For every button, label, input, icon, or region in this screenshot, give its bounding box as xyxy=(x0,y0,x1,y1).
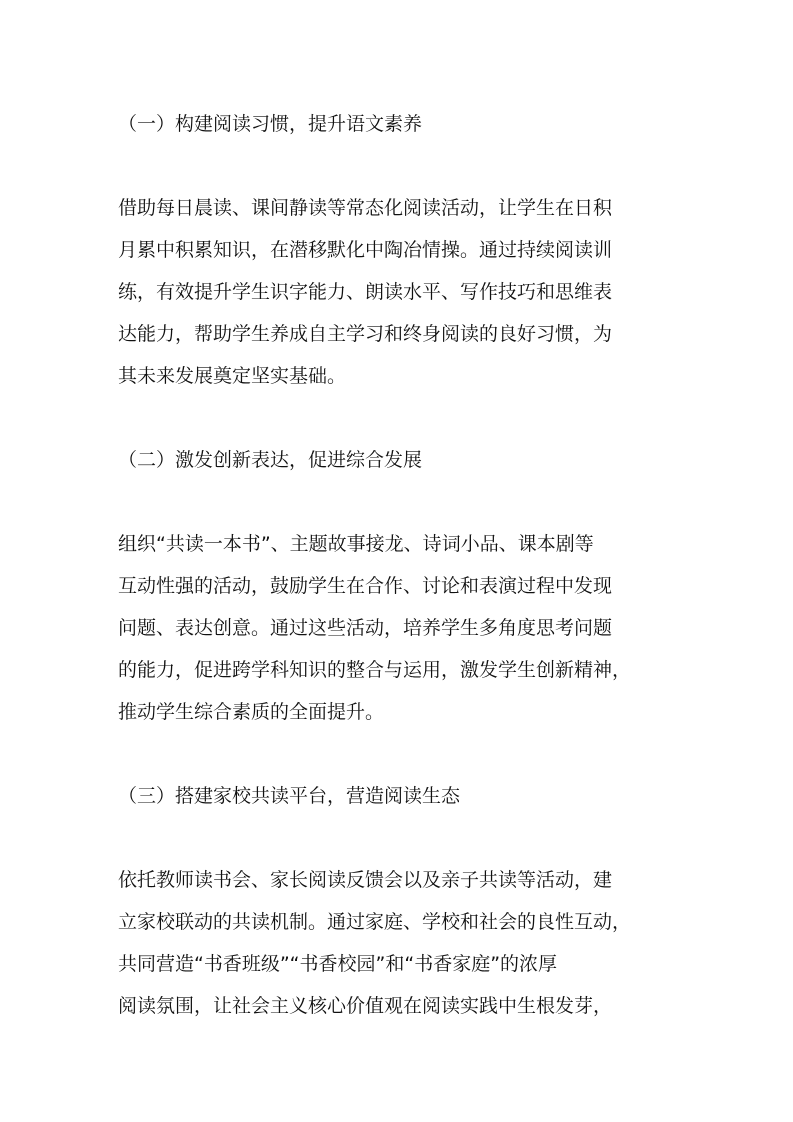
section-paragraph-3 xyxy=(118,859,683,1027)
paragraph-line: 组织“共读一本书”、主题故事接龙、诗词小品、课本剧等 xyxy=(118,533,594,555)
paragraph-line: 共同营造“书香班级”“书香校园”和“书香家庭”的浓厚 xyxy=(118,953,558,975)
document-body xyxy=(118,103,683,1069)
paragraph-line: 的能力，促进跨学科知识的整合与运用，激发学生创新精神， xyxy=(118,659,632,681)
section-heading-1: （一）构建阅读习惯，提升语文素养 xyxy=(118,113,423,135)
paragraph-line: 互动性强的活动，鼓励学生在合作、讨论和表演过程中发现 xyxy=(118,575,613,597)
paragraph-line: 其未来发展奠定坚实基础。 xyxy=(118,365,347,387)
paragraph-line: 立家校联动的共读机制。通过家庭、学校和社会的良性互动， xyxy=(118,911,632,933)
paragraph-line: 达能力，帮助学生养成自主学习和终身阅读的良好习惯，为 xyxy=(118,323,613,345)
paragraph-line: 问题、表达创意。通过这些活动，培养学生多角度思考问题 xyxy=(118,617,613,639)
paragraph-line: 推动学生综合素质的全面提升。 xyxy=(118,701,385,723)
section-heading-2: （二）激发创新表达，促进综合发展 xyxy=(118,449,423,471)
paragraph-line: 阅读氛围，让社会主义核心价值观在阅读实践中生根发芽， xyxy=(118,995,613,1017)
section-heading-3: （三）搭建家校共读平台，营造阅读生态 xyxy=(118,785,461,807)
section-paragraph-2 xyxy=(118,523,683,733)
paragraph-line: 练，有效提升学生识字能力、朗读水平、写作技巧和思维表 xyxy=(118,281,613,303)
paragraph-line: 依托教师读书会、家长阅读反馈会以及亲子共读等活动，建 xyxy=(118,869,613,891)
section-paragraph-1 xyxy=(118,187,683,397)
paragraph-line: 借助每日晨读、课间静读等常态化阅读活动，让学生在日积 xyxy=(118,197,613,219)
paragraph-line: 月累中积累知识，在潜移默化中陶冶情操。通过持续阅读训 xyxy=(118,239,613,261)
